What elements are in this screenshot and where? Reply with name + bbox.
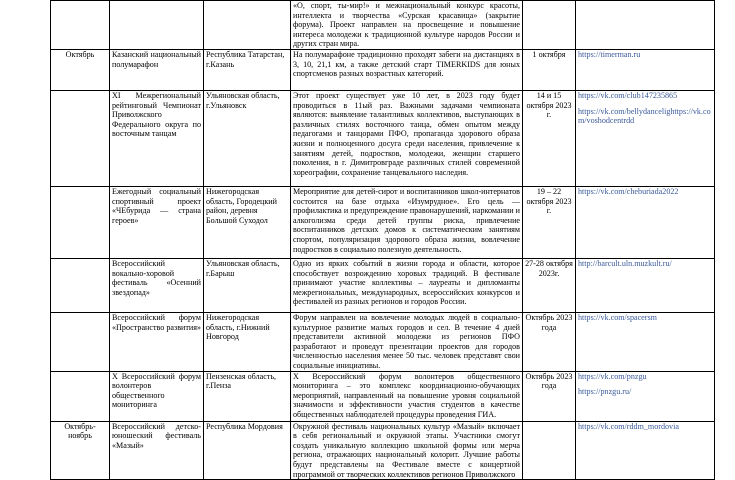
website-link[interactable]: https://pnzgu.ru/ <box>578 387 632 397</box>
links-cell <box>576 312 715 371</box>
links-cell <box>576 90 715 186</box>
website-link[interactable]: https://vk.com/bellydancelighttps://vk.com/voshodcentrdd <box>578 106 711 126</box>
links-cell <box>576 49 715 90</box>
table-row <box>51 421 715 480</box>
date-cell: Октябрь 2023 года <box>523 371 576 421</box>
month-cell <box>51 258 110 312</box>
website-link[interactable]: https://vk.com/cheburiada2022 <box>578 186 679 196</box>
event-name-cell <box>110 1 204 50</box>
table-row <box>51 312 715 371</box>
table-row <box>51 1 715 50</box>
table-row <box>51 186 715 258</box>
date-cell <box>523 421 576 480</box>
month-cell: Октябрь <box>51 49 110 90</box>
website-link[interactable]: https://vk.com/rddm_mordovia <box>578 421 679 431</box>
website-link[interactable]: http://barcult.uln.muzkult.ru/ <box>578 258 672 268</box>
month-cell <box>51 371 110 421</box>
links-cell <box>576 186 715 258</box>
links-cell <box>576 258 715 312</box>
website-link[interactable]: https://vk.com/club147235865 <box>578 90 678 100</box>
date-cell: 1 октября <box>523 49 576 90</box>
region-cell: Республика Мордовия <box>204 421 291 480</box>
region-cell: Ульяновская область, г.Барыш <box>204 258 291 312</box>
website-link[interactable]: https://timerman.ru <box>578 49 641 59</box>
website-link[interactable]: https://vk.com/spacersm <box>578 312 657 322</box>
description-cell: На полумарафоне традиционно проходят забеги на дистанциях в 3, 10, 21,1 км, а также детский старт TIMERKIDS для юных спортсменов разных возрастных категорий. <box>291 49 523 90</box>
date-cell: 14 и 15 октября 2023 г. <box>523 90 576 186</box>
month-cell <box>51 1 110 50</box>
month-cell <box>51 186 110 258</box>
description-cell: Форум направлен на вовлечение молодых людей в социально-культурное развитие малых городов и сел. В течение 4 дней представители активной молодежи из регионов ПФО разработают и проведут презентации проектов для городов численностью населения менее 50 тыс. человек представят свои социальные инициативы. <box>291 312 523 371</box>
date-cell <box>523 1 576 50</box>
description-cell: X Всероссийский форум волонтеров общественного мониторинга – это комплекс координационно-обучающих мероприятий, направленный на повышение уровня социальной значимости и эффективности участия студентов в качестве общественных наблюдателей процедуры проведения ГИА. <box>291 371 523 421</box>
month-cell <box>51 90 110 186</box>
event-name-cell: Всероссийский форум «Пространство развития» <box>110 312 204 371</box>
region-cell: Нижегородская область, Городецкий район, деревня Большой Суходол <box>204 186 291 258</box>
event-name-cell: Всероссийский вокально-хоровой фестиваль «Осенний звездопад» <box>110 258 204 312</box>
month-cell: Октябрь-ноябрь <box>51 421 110 480</box>
description-cell: Окружной фестиваль национальных культур «Мазый» включает в себя региональный и окружной этапы. Участники смогут создать уникальную коллекцию школьной формы или мерча региона, отражающих национальный колорит. Лучшие работы будут представлены на Фестивале вместе с концертной программой от творческих коллективов регионов Приволжского <box>291 421 523 480</box>
event-name-cell: Ежегодный социальный спортивный проект «ЧЕбурида — страна героев» <box>110 186 204 258</box>
description-cell: Мероприятие для детей-сирот и воспитанников школ-интернатов состоится на базе отдыха «Изумрудное». Его цель — профилактика и предупреждение правонарушений, наркомании и алкоголизма среди детей группы риска, привлечение воспитанников детских домов к систематическим занятиям спортом, популяризация здорового образа жизни, вовлечение подростков в социально полезную деятельность. <box>291 186 523 258</box>
description-cell: «О, спорт, ты-мир!» и межнациональный конкурс красоты, интеллекта и творчества «Сурская красавица» (закрытие форума). Проект направлен на просвещение и повышение интереса молодежи к традиционной культуре народов России и других стран мира. <box>291 1 523 50</box>
table-row <box>51 371 715 421</box>
date-cell: 27-28 октября 2023г. <box>523 258 576 312</box>
events-table <box>50 0 715 480</box>
links-cell <box>576 1 715 50</box>
date-cell: Октябрь 2023 года <box>523 312 576 371</box>
region-cell <box>204 1 291 50</box>
region-cell: Нижегородская область, г.Нижний Новгород <box>204 312 291 371</box>
event-name-cell: Казанский национальный полумарафон <box>110 49 204 90</box>
events-table-body <box>51 1 715 480</box>
event-name-cell: Всероссийский детско-юношеский фестиваль «Мазый» <box>110 421 204 480</box>
links-cell <box>576 421 715 480</box>
links-cell <box>576 371 715 421</box>
table-row <box>51 49 715 90</box>
month-cell <box>51 312 110 371</box>
date-cell: 19 – 22 октября 2023 г. <box>523 186 576 258</box>
description-cell: Этот проект существует уже 10 лет, в 2023 году будет проводиться в 11ый раз. Важными задачами чемпионата являются: выявление талантливых коллективов, выступающих в различных стилях восточного танца, обмен опытом между педагогами и танцорами ПФО, пропаганда здорового образа жизни и полноценного досуга среди населения, привлечение к занятиям детей, подростков, молодежи, женщин старшего поколения, в г. Димитровграде различных стилей современной хореографии, сохранение танцевального наследия. <box>291 90 523 186</box>
table-row <box>51 90 715 186</box>
website-link[interactable]: https://vk.com/pnzgu <box>578 371 647 381</box>
event-name-cell: X Всероссийский форум волонтеров общественного мониторинга <box>110 371 204 421</box>
description-cell: Одно из ярких событий в жизни города и области, которое способствует возрождению хоровых традиций. В фестивале принимают участие коллективы – лауреаты и дипломанты межрегиональных, международных, всероссийских конкурсов и фестивалей из разных регионов и городов России. <box>291 258 523 312</box>
event-name-cell: XI Межрегиональный рейтинговый Чемпионат Приволжского Федерального округа по восточным танцам <box>110 90 204 186</box>
region-cell: Ульяновская область, г.Ульяновск <box>204 90 291 186</box>
region-cell: Республика Татарстан, г.Казань <box>204 49 291 90</box>
table-row <box>51 258 715 312</box>
region-cell: Пензенская область, г.Пенза <box>204 371 291 421</box>
